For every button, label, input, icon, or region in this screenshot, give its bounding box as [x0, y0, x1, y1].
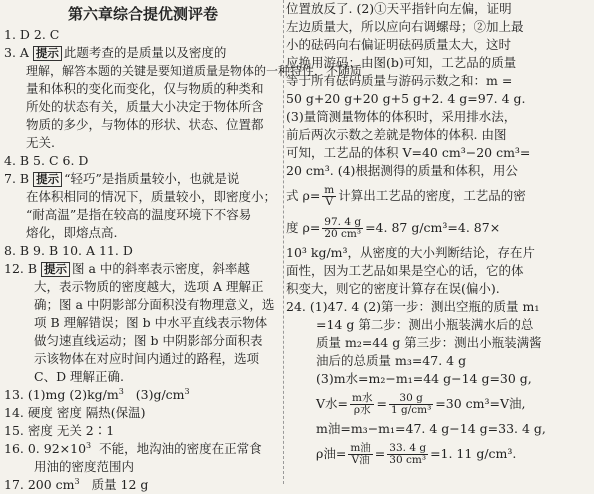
- answer-23-line-2: 左边质量大，所以应向右调螺母；②加上最: [286, 19, 524, 34]
- water-volume-line: V水= $\frac{\text{m水}}{\text{ρ水}}$ = $\frac{30 g}{\text{1 g/cm³}}$ =30 cm³=V油,: [316, 392, 526, 416]
- answer-12-line-5: 做匀速直线运动；图 b 中阴影部分面积表: [34, 333, 263, 348]
- answer-15: 15. 密度 无关 2∶1: [4, 423, 115, 438]
- answer-24-line-2: =14 g 第二步：测出小瓶装满水后的总: [316, 317, 534, 332]
- answer-3-line-5: 物质的多少，与物体的形状、状态、位置都: [26, 117, 264, 132]
- answer-3-line-3: 量和体积的变化而变化，仅与物质的种类和: [26, 81, 264, 96]
- answer-24-line-4: 油后的总质量 m₃=47. 4 g: [316, 353, 467, 368]
- right-column: [286, 0, 590, 470]
- answer-12-line-4: 项 B 理解错误；图 b 中水平直线表示物体: [34, 315, 268, 330]
- answer-3-line-4: 所处的状态有关，质量大小决定于物体所含: [26, 99, 264, 114]
- answer-23-line-3: 小的砝码向右偏证明砝码质量太大，这时: [286, 37, 512, 52]
- hint-label: 提示: [33, 46, 62, 61]
- oil-mass-line: m油=m₃−m₁=47. 4 g−14 g=33. 4 g,: [316, 421, 546, 436]
- answer-23-line-10: 20 cm³. (4)根据测得的质量和体积，用公: [286, 163, 518, 178]
- answer-3-line-2: 理解，解答本题的关键是要知道质量是物体的一种特性，不随质: [26, 64, 363, 78]
- answer-16: 16. 0. $92\times 10^3$ 不能，地沟油的密度在正常食: [4, 440, 262, 456]
- answer-23-line-6: 50 g+20 g+20 g+5 g+2. 4 g=97. 4 g.: [286, 91, 526, 106]
- fraction-m-over-v: $\frac{m}{V}$: [324, 184, 335, 208]
- answer-3-line-6: 无关.: [26, 135, 55, 150]
- answer-23-line-7: (3)量筒测量物体的体积时，采用排水法，: [286, 109, 517, 124]
- answer-23-line-5: 等于所有砝码质量与游码示数之和：m =: [286, 73, 513, 88]
- hint-label: 提示: [33, 172, 62, 187]
- oil-density-line: ρ油= $\frac{\text{m油}}{\text{V油}}$ = $\frac{33. 4 g}{\text{30 cm³}}$ =1. 11 g/cm³.: [316, 442, 517, 466]
- density-formula-line: 式 ρ= $\frac{m}{V}$ 计算出工艺品的密度，工艺品的密: [286, 184, 526, 208]
- answer-12-line-6: 示该物体在对应时间内通过的路程，选项: [34, 351, 260, 366]
- answer-24-line-3: 质量 m₂=44 g 第三步：测出小瓶装满酱: [316, 335, 542, 350]
- answer-7-line-3: “耐高温”是指在较高的温度环境下不容易: [26, 207, 252, 222]
- answer-12-line-3: 确；图 a 中阴影部分面积没有物理意义，选: [34, 297, 275, 312]
- answer-23-line-9: 可知，工艺品的体积 V=40 cm³−20 cm³=: [286, 145, 531, 160]
- fraction-moil-over-voil: $\frac{\text{m油}}{\text{V油}}$: [350, 442, 371, 466]
- answer-14: 14. 硬度 密度 隔热(保温): [4, 405, 146, 420]
- hint-label: 提示: [41, 262, 70, 277]
- fraction-30g-over-density: $\frac{30 g}{\text{1 g/cm³}}$: [390, 392, 432, 416]
- answer-4-6: 4. B 5. C 6. D: [4, 153, 89, 168]
- answer-12-line-2: 大，表示物质的密度越大，选项 A 理解正: [34, 279, 264, 294]
- answer-23-line-15: 积变大，则它的密度计算存在误(偏小).: [286, 281, 500, 296]
- answer-12-line-7: C、D 理解正确.: [34, 369, 125, 384]
- answer-23-line-8: 前后两次示数之差就是物体的体积. 由图: [286, 127, 507, 142]
- answer-7-line-2: 在体积相同的情况下，质量较小，即密度小；: [26, 189, 277, 204]
- answer-12: 12. B 提示 图 a 中的斜率表示密度，斜率越: [4, 261, 250, 276]
- page-title: 第六章综合提优测评卷: [67, 5, 218, 23]
- answer-7-line-4: 熔化，即熔点高.: [26, 225, 118, 240]
- answer-24-line-5: (3)m水=m₂−m₁=44 g−14 g=30 g,: [316, 371, 532, 386]
- fraction-33g-over-30cm3: $\frac{33. 4 g}{\text{30 cm³}}$: [389, 442, 427, 466]
- answer-23-line-4: 应换用游码；由图(b)可知，工艺品的质量: [286, 55, 517, 70]
- answer-24-line-1: 24. (1)47. 4 (2)第一步：测出空瓶的质量 m₁: [286, 299, 540, 314]
- fraction-mwater-over-rhowater: $\frac{\text{m水}}{\text{ρ水}}$: [352, 392, 373, 416]
- density-calc-line: 度 ρ= $\frac{97. 4 g}{\text{20 cm³}}$ =4. 87 g/cm³=4. 87×: [286, 216, 501, 240]
- answer-23-line-14: 面性，因为工艺品如果是空心的话，它的体: [286, 263, 524, 278]
- answer-16-line-2: 用油的密度范围内: [34, 459, 135, 474]
- answer-3: 3. A 提示 此题考查的是质量以及密度的: [4, 45, 227, 60]
- answer-7: 7. B 提示 “轻巧”是指质量较小，也就是说: [4, 171, 240, 186]
- answer-13: 13. (1)mg $(2)kg/m^3$ $(3)g/cm^3$: [4, 386, 190, 402]
- answer-1-2: 1. D 2. C: [4, 27, 60, 42]
- answer-17: 17. 200 $cm^3$ 质量 12 g: [4, 476, 149, 492]
- answer-23-line-1: 位置放反了. (2)①天平指针向左偏，证明: [286, 1, 512, 16]
- answer-8-11: 8. B 9. B 10. A 11. D: [4, 243, 133, 258]
- fraction-mass-over-volume: $\frac{97. 4 g}{\text{20 cm³}}$: [324, 216, 362, 240]
- answer-23-line-13: 10³ kg/m³，从密度的大小判断结论，存在片: [286, 245, 536, 260]
